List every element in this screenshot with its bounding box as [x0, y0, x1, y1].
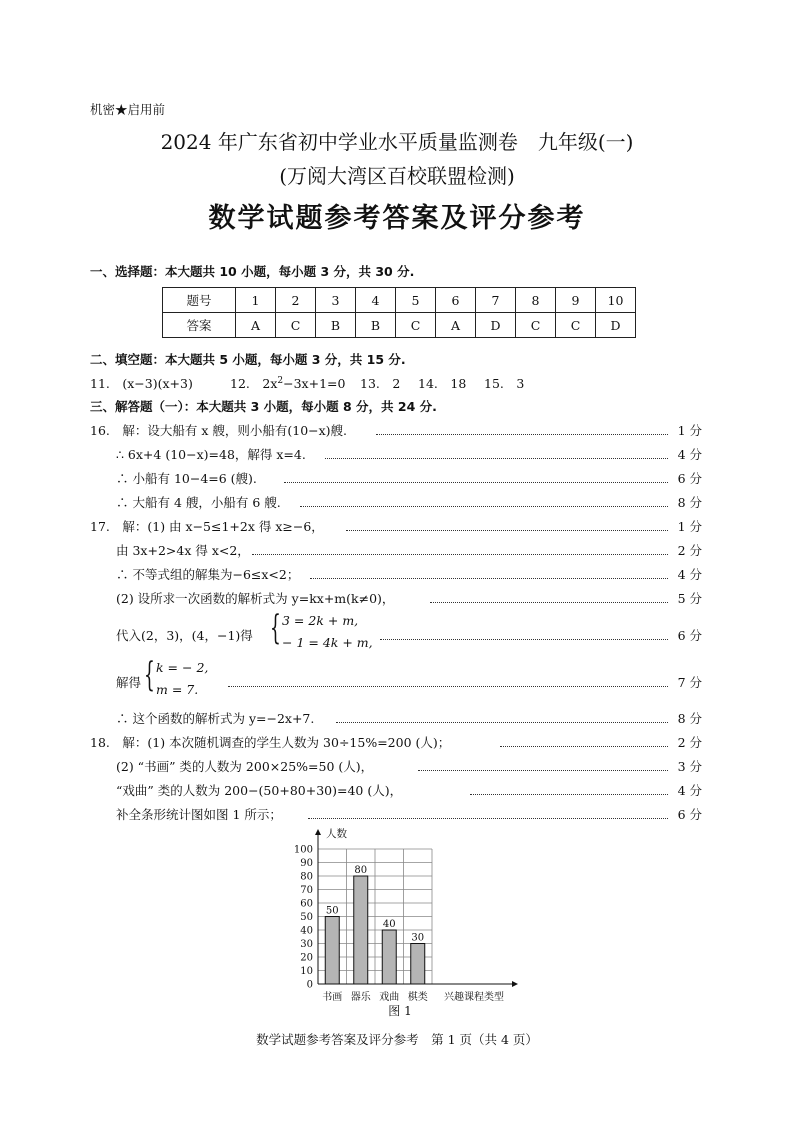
dotted-leader [346, 530, 668, 531]
table-cell: A [436, 313, 476, 338]
q17-line-5: 代入(2，3)，(4，−1)得 [116, 628, 253, 643]
equation-brace: { [270, 608, 281, 648]
score-mark: 1 分 [677, 423, 702, 438]
equation-brace: { [144, 655, 155, 695]
y-tick-label: 20 [300, 952, 313, 964]
bar [411, 944, 425, 985]
score-mark: 8 分 [677, 495, 702, 510]
x-axis-title: 兴趣课程类型 [444, 992, 504, 1003]
q16-line-2: ∴ 6x+4 (10−x)=48，解得 x=4. [116, 447, 306, 462]
q18-line-2: (2) “书画” 类的人数为 200×25%=50 (人)， [116, 759, 374, 774]
bar-value-label: 40 [382, 919, 396, 930]
y-tick-label: 30 [300, 939, 313, 950]
y-tick-label: 60 [300, 898, 313, 910]
dotted-leader [336, 722, 668, 723]
table-cell: C [276, 313, 316, 338]
table-cell: 1 [236, 288, 276, 313]
table-cell: A [236, 313, 276, 338]
score-mark: 6 分 [677, 471, 702, 486]
y-tick-label: 10 [300, 966, 313, 977]
q16-line-1: 16. 解：设大船有 x 艘，则小船有(10−x)艘. [90, 423, 348, 438]
table-cell: 7 [476, 288, 516, 313]
y-tick-label: 80 [300, 871, 313, 883]
table-cell: D [596, 313, 636, 338]
x-tick-label: 棋类 [407, 992, 428, 1003]
y-tick-label: 40 [300, 925, 313, 937]
score-mark: 8 分 [677, 711, 702, 726]
q18-line-3: “戏曲” 类的人数为 200−(50+80+30)=40 (人)， [116, 783, 403, 798]
x-tick-label: 戏曲 [379, 992, 400, 1003]
table-cell: 2 [276, 288, 316, 313]
exam-subtitle: (万阅大湾区百校联盟检测) [279, 164, 515, 188]
table-cell: C [516, 313, 556, 338]
score-mark: 6 分 [677, 807, 702, 822]
score-mark: 4 分 [677, 783, 702, 798]
figure-caption: 图 1 [388, 1004, 412, 1018]
bar [382, 930, 396, 984]
bar-chart [280, 825, 540, 1025]
section-fill-heading: 二、填空题：本大题共 5 小题，每小题 3 分，共 15 分. [90, 352, 406, 367]
y-tick-label: 0 [306, 979, 313, 991]
page-footer: 数学试题参考答案及评分参考 第 1 页（共 4 页） [256, 1032, 538, 1047]
table-cell: C [396, 313, 436, 338]
y-tick-label: 90 [300, 858, 313, 869]
dotted-leader [418, 770, 668, 771]
dotted-leader [325, 458, 668, 459]
q17-line-7: ∴ 这个函数的解析式为 y=−2x+7. [116, 711, 315, 726]
table-cell: 3 [316, 288, 356, 313]
score-mark: 2 分 [677, 735, 702, 750]
y-tick-label: 50 [300, 912, 313, 923]
equation-system: 3 = 2k + m, − 1 = 4k + m, [282, 613, 373, 650]
y-axis-title: 人数 [326, 828, 347, 840]
dotted-leader [252, 554, 668, 555]
q17-line-2: 由 3x+2>4x 得 x<2， [116, 543, 250, 558]
table-row [163, 288, 636, 313]
table-cell: 6 [436, 288, 476, 313]
dotted-leader [430, 602, 668, 603]
bar-value-label: 50 [325, 905, 339, 917]
x-axis-arrow [512, 981, 518, 987]
y-axis-arrow [315, 829, 321, 835]
q17-line-1: 17. 解：(1) 由 x−5≤1+2x 得 x≥−6， [90, 519, 324, 534]
bar [354, 876, 368, 984]
table-cell: 4 [356, 288, 396, 313]
table-header-cell: 答案 [163, 313, 236, 338]
table-row [163, 313, 636, 338]
document-title: 数学试题参考答案及评分参考 [208, 203, 586, 234]
dotted-leader [376, 434, 668, 435]
fill-answer-12: 12. $2x^2-3x+1=0$ [230, 375, 346, 391]
fill-answer-13: 13. 2 [360, 376, 401, 391]
y-tick-label: 70 [300, 885, 313, 896]
fill-answer-14: 14. 18 [418, 376, 467, 391]
table-cell: 8 [516, 288, 556, 313]
q17-line-3: ∴ 不等式组的解集为−6≤x<2； [116, 567, 300, 582]
table-cell: 5 [396, 288, 436, 313]
fill-answer-11: 11. (x−3)(x+3) [90, 376, 193, 391]
bar [325, 917, 339, 985]
dotted-leader [380, 639, 668, 640]
table-cell: C [556, 313, 596, 338]
score-mark: 4 分 [677, 447, 702, 462]
y-tick-label: 100 [293, 844, 313, 856]
dotted-leader [470, 794, 668, 795]
dotted-leader [310, 578, 668, 579]
score-mark: 5 分 [677, 591, 702, 606]
table-header-cell: 题号 [163, 288, 236, 313]
table-cell: 9 [556, 288, 596, 313]
table-cell: 10 [596, 288, 636, 313]
q18-line-1: 18. 解：(1) 本次随机调查的学生人数为 30÷15%=200 (人)； [90, 735, 451, 750]
dotted-leader [228, 686, 668, 687]
section-choice-heading: 一、选择题：本大题共 10 小题，每小题 3 分，共 30 分. [90, 264, 415, 279]
section-solve-heading: 三、解答题（一）：本大题共 3 小题，每小题 8 分，共 24 分. [90, 399, 437, 414]
dotted-leader [300, 506, 668, 507]
q16-line-3: ∴ 小船有 10−4=6 (艘). [116, 471, 257, 486]
table-cell: D [476, 313, 516, 338]
score-mark: 3 分 [677, 759, 702, 774]
x-tick-label: 器乐 [350, 992, 371, 1003]
fill-answer-15: 15. 3 [484, 376, 525, 391]
x-tick-label: 书画 [322, 992, 343, 1003]
score-mark: 2 分 [677, 543, 702, 558]
dotted-leader [308, 818, 668, 819]
score-mark: 6 分 [677, 628, 702, 643]
table-cell: B [356, 313, 396, 338]
table-cell: B [316, 313, 356, 338]
q17-line-6: 解得 [116, 675, 142, 690]
bar-value-label: 80 [354, 865, 368, 876]
score-mark: 1 分 [677, 519, 702, 534]
q18-line-4: 补全条形统计图如图 1 所示； [116, 807, 282, 822]
q16-line-4: ∴ 大船有 4 艘，小船有 6 艘. [116, 495, 281, 510]
dotted-leader [284, 482, 668, 483]
score-mark: 4 分 [677, 567, 702, 582]
confidential-mark: 机密★启用前 [90, 102, 166, 117]
score-mark: 7 分 [677, 675, 702, 690]
bar-value-label: 30 [411, 932, 425, 944]
answer-table [162, 287, 636, 338]
equation-system: k = − 2, m = 7. [156, 660, 209, 697]
dotted-leader [500, 746, 668, 747]
q17-line-4: (2) 设所求一次函数的解析式为 y=kx+m(k≠0)， [116, 591, 395, 606]
exam-title: 2024 年广东省初中学业水平质量监测卷 九年级(一) [160, 130, 634, 154]
